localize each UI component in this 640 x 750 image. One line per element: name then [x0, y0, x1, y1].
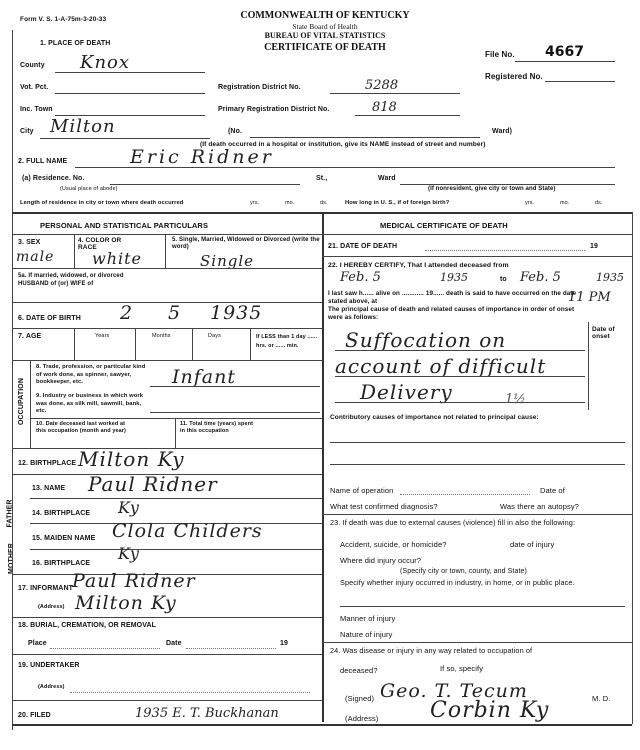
- file-no-label: File No.: [485, 50, 515, 59]
- signed-value: Geo. T. Tecum: [380, 680, 528, 702]
- commonwealth-title: COMMONWEALTH OF KENTUCKY: [240, 10, 410, 21]
- dob-year: 1935: [210, 302, 263, 324]
- board-name: State Board of Health: [292, 22, 358, 31]
- length-residence: Length of residence in city or town where death occurred: [20, 200, 184, 206]
- county-label: County: [20, 62, 45, 69]
- if-less-label: If LESS than 1 day ...... hrs. or ...... min.: [256, 334, 318, 349]
- father-name-value: Paul Ridner: [88, 472, 218, 496]
- operation-date-label: Date of: [540, 486, 565, 495]
- reg-district-label: Registration District No.: [218, 84, 301, 91]
- maiden-name-value: Clola Childers: [112, 520, 263, 542]
- attended-to-year: 1935: [596, 271, 624, 284]
- color-value: white: [92, 249, 143, 268]
- birthplace-label: 12. BIRTHPLACE: [18, 460, 77, 467]
- no-label: (No.: [228, 128, 243, 135]
- burial-year-label: 19: [280, 640, 288, 647]
- ward-label: Ward): [492, 128, 513, 135]
- yrs-2: yrs.: [525, 200, 535, 206]
- yrs-1: yrs.: [250, 200, 260, 206]
- to-label: to: [500, 276, 507, 283]
- specify-industry-label: Specify whether injury occurred in industry, in home, or in public place.: [340, 578, 575, 587]
- sex-label: 3. SEX: [18, 239, 41, 246]
- dob-month: 2: [120, 302, 134, 324]
- father-side-label: FATHER: [6, 499, 14, 528]
- nature-label: Nature of injury: [340, 630, 393, 639]
- burial-place-label: Place: [28, 640, 47, 647]
- color-label: 4. COLOR OR RACE: [78, 237, 122, 251]
- manner-label: Manner of injury: [340, 614, 396, 623]
- specify-city-note: (Specify city or town, county, and State): [400, 568, 527, 575]
- city-value: Milton: [50, 116, 116, 137]
- form-number: Form V. S. 1-A-75m-3-20-33: [20, 16, 107, 23]
- place-of-death-label: 1. PLACE OF DEATH: [40, 40, 111, 47]
- informant-value: Paul Ridner: [72, 570, 196, 592]
- burial-label: 18. BURIAL, CREMATION, OR REMOVAL: [18, 622, 156, 629]
- months-label: Months: [152, 333, 171, 339]
- residence-label: (a) Residence. No.: [22, 175, 85, 182]
- undertaker-address-label: (Address): [38, 684, 65, 690]
- sex-value: male: [16, 249, 55, 265]
- external-causes-label: 23. If death was due to external causes (violence) fill in also the following:: [330, 518, 576, 527]
- date-of-death-year: 19: [590, 243, 598, 250]
- birthplace-value: Milton Ky: [78, 447, 185, 471]
- certify-label: 22. I HEREBY CERTIFY, That I attended deceased from: [328, 262, 509, 269]
- ward-res-label: Ward: [378, 175, 396, 182]
- mother-birthplace-label: 16. BIRTHPLACE: [32, 560, 91, 567]
- days-label: Days: [208, 333, 221, 339]
- medical-heading: MEDICAL CERTIFICATE OF DEATH: [380, 221, 508, 230]
- hospital-note: (If death occurred in a hospital or institution, give its NAME instead of street and number): [200, 141, 486, 148]
- file-no-value: 4667: [545, 44, 584, 60]
- operation-label: Name of operation: [330, 486, 394, 495]
- registered-no-label: Registered No.: [485, 72, 543, 81]
- how-long-us: How long in U. S., if of foreign birth?: [345, 200, 450, 206]
- father-birthplace-label: 14. BIRTHPLACE: [32, 510, 91, 517]
- married-label: 5a. If married, widowed, or divorced HUSBAND of (or) WIFE of: [18, 273, 124, 287]
- ds-2: ds.: [595, 200, 603, 206]
- time-of-death: 11 PM: [568, 290, 611, 305]
- maiden-name-label: 15. MAIDEN NAME: [32, 535, 96, 542]
- date-onset-label: Date of onset: [592, 326, 615, 340]
- total-time-label: 11. Total time (years) spent in this occupation: [180, 421, 253, 434]
- signed-label: (Signed): [345, 694, 375, 703]
- bureau-name: BUREAU OF VITAL STATISTICS: [264, 31, 386, 40]
- last-saw-text: I last saw h...... alive on ............ 19...... death is said to have occurred on the date stated above, at: [328, 290, 577, 305]
- autopsy-label: Was there an autopsy?: [500, 502, 579, 511]
- dob-day: 5: [168, 302, 182, 324]
- mother-birthplace-value: Ky: [118, 544, 140, 563]
- filed-value: 1935 E. T. Buckhanan: [135, 706, 279, 721]
- mother-side-label: MOTHER: [7, 543, 15, 574]
- county-value: Knox: [80, 52, 131, 73]
- disease-occupation-label: 24. Was disease or injury in any way related to occupation of: [330, 646, 533, 655]
- full-name-value: Eric Ridner: [130, 146, 274, 168]
- vot-pct-label: Vot. Pct.: [20, 84, 49, 91]
- nonresident-note: (If nonresident, give city or town and State): [428, 186, 556, 192]
- father-birthplace-value: Ky: [118, 498, 140, 517]
- primary-reg-label: Primary Registration District No.: [218, 106, 330, 113]
- contributory-label: Contributory causes of importance not related to principal cause:: [330, 414, 539, 421]
- primary-reg-value: 818: [372, 100, 397, 115]
- attended-from-value: Feb. 5: [340, 270, 381, 285]
- occupation-side-label: OCCUPATION: [18, 377, 26, 426]
- deceased-label: deceased?: [340, 666, 378, 675]
- mo-2: mo.: [560, 200, 570, 206]
- st-label: St.,: [316, 175, 328, 182]
- father-name-label: 13. NAME: [32, 485, 66, 492]
- trade-label: 8. Trade, profession, or particular kind of work done, as spinner, sawyer, bookkeeper, etc.: [36, 364, 146, 385]
- certificate-title: CERTIFICATE OF DEATH: [264, 42, 386, 53]
- last-worked-label: 10. Date deceased last worked at this occupation (month and year): [36, 421, 126, 434]
- cause-mark: 1½: [505, 392, 526, 407]
- principal-cause-label: The principal cause of death and related causes of importance in order of onset were as follows:: [328, 306, 575, 321]
- age-label: 7. AGE: [18, 333, 42, 340]
- personal-heading: PERSONAL AND STATISTICAL PARTICULARS: [40, 221, 209, 230]
- cause-line-3: Delivery: [360, 380, 453, 404]
- md-label: M. D.: [592, 694, 611, 703]
- filed-label: 20. FILED: [18, 712, 51, 719]
- city-label: City: [20, 128, 34, 135]
- informant-address-value: Milton Ky: [75, 592, 177, 614]
- mo-1: mo.: [285, 200, 295, 206]
- single-value: Single: [200, 252, 255, 270]
- cause-line-1: Suffocation on: [345, 328, 507, 352]
- ds-1: ds.: [320, 200, 328, 206]
- single-label: 5. Single, Married, Widowed or Divorced (write the word): [172, 237, 320, 250]
- if-so-label: If so, specify: [440, 664, 484, 673]
- trade-value: Infant: [172, 366, 236, 388]
- dob-label: 6. DATE OF BIRTH: [18, 315, 81, 322]
- attended-from-year: 1935: [440, 271, 468, 284]
- usual-abode: (Usual place of abode): [60, 186, 118, 192]
- physician-address-label: (Address): [345, 714, 379, 723]
- undertaker-label: 19. UNDERTAKER: [18, 662, 80, 669]
- inc-town-label: Inc. Town: [20, 106, 53, 113]
- date-injury-label: date of injury: [510, 540, 555, 549]
- full-name-label: 2. FULL NAME: [18, 158, 68, 165]
- physician-address-value: Corbin Ky: [430, 698, 550, 723]
- reg-district-value: 5288: [365, 78, 399, 93]
- years-label: Years: [95, 333, 110, 339]
- industry-label: 9. Industry or business in which work was done, as silk mill, sawmill, bank, etc.: [36, 393, 144, 414]
- cause-line-2: account of difficult: [335, 354, 547, 378]
- date-of-death-label: 21. DATE OF DEATH: [328, 243, 398, 250]
- informant-address-label: (Address): [38, 604, 65, 610]
- accident-label: Accident, suicide, or homicide?: [340, 540, 447, 549]
- where-injury-label: Where did injury occur?: [340, 556, 422, 565]
- attended-to-value: Feb. 5: [520, 270, 561, 285]
- burial-date-label: Date: [166, 640, 182, 647]
- informant-label: 17. INFORMANT: [18, 585, 73, 592]
- test-label: What test confirmed diagnosis?: [330, 502, 438, 511]
